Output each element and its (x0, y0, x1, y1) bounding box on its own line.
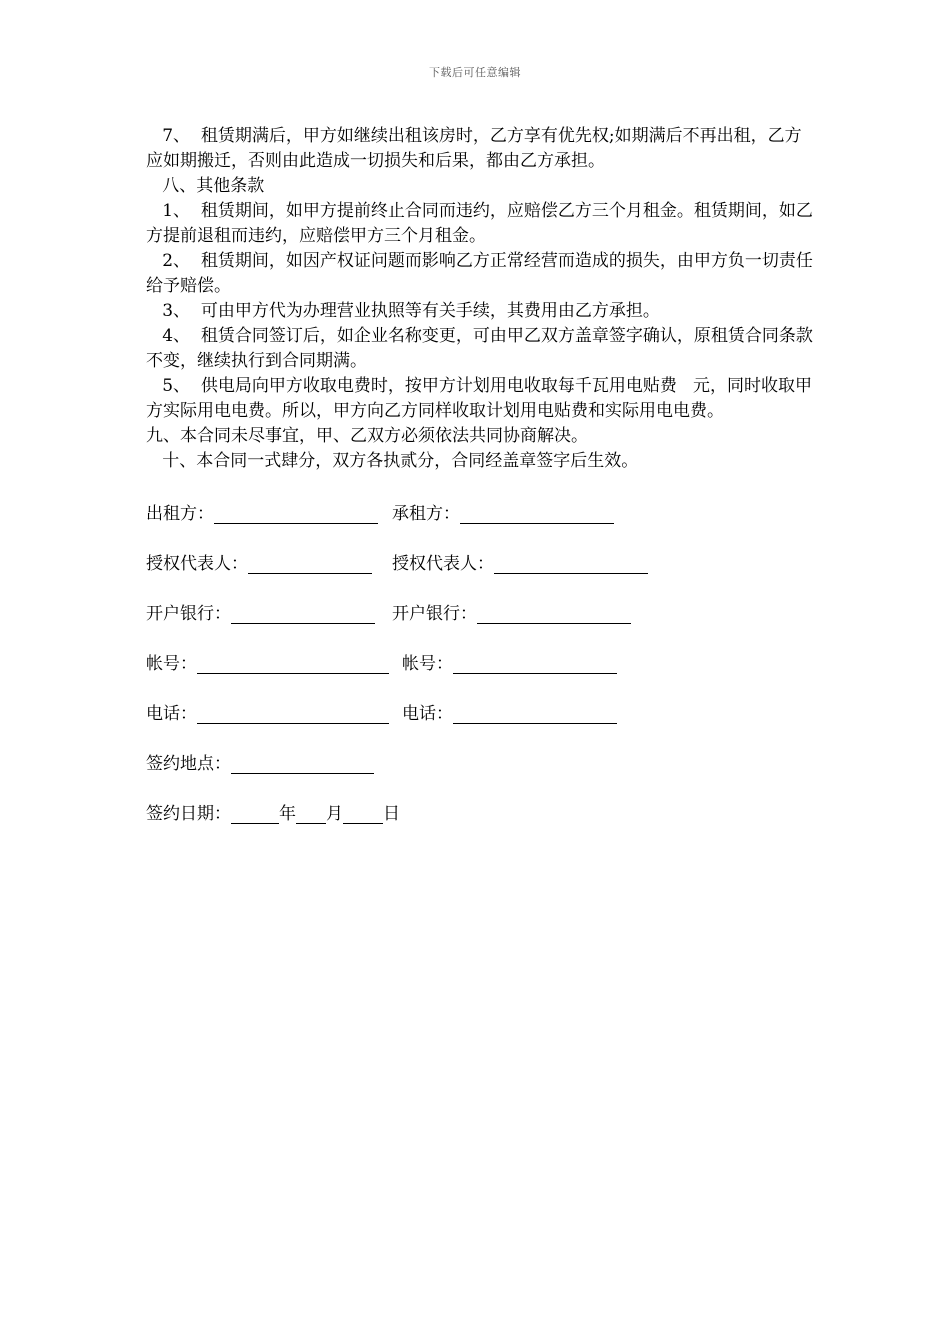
section-10: 十、本合同一式肆分，双方各执贰分，合同经盖章签字后生效。 (146, 451, 639, 471)
clause-7: 7、 租赁期满后，甲方如继续出租该房时，乙方享有优先权;如期满后不再出租，乙方应如期搬迁，否则由此造成一切损失和后果，都由乙方承担。 (146, 126, 802, 171)
date-row (146, 799, 648, 849)
contract-body (146, 124, 816, 474)
lessor-blank[interactable] (214, 503, 378, 524)
bank-label-2: 开户银行： (392, 604, 477, 624)
lessee-blank[interactable] (460, 503, 614, 524)
bank-label-1: 开户银行： (146, 604, 231, 624)
bank-row (146, 599, 648, 649)
representative-row (146, 549, 648, 599)
section-8-heading: 八、其他条款 (146, 176, 265, 196)
clause-8-5: 5、 供电局向甲方收取电费时，按甲方计划用电收取每千瓦用电贴费 元，同时收取甲方实际用电电费。所以，甲方向乙方同样收取计划用电贴费和实际用电电费。 (146, 376, 813, 421)
account-label-2: 帐号： (402, 654, 453, 674)
month-label: 月 (326, 804, 343, 824)
clause-8-3: 3、 可由甲方代为办理营业执照等有关手续，其费用由乙方承担。 (146, 301, 660, 321)
lessee-label: 承租方： (392, 504, 460, 524)
phone-row (146, 699, 648, 749)
place-label: 签约地点： (146, 754, 231, 774)
day-blank[interactable] (343, 803, 383, 824)
phone-blank-2[interactable] (453, 703, 617, 724)
clause-8-2: 2、 租赁期间，如因产权证问题而影响乙方正常经营而造成的损失，由甲方负一切责任给予赔偿。 (146, 251, 813, 296)
section-9: 九、本合同未尽事宜，甲、乙双方必须依法共同协商解决。 (146, 426, 588, 446)
phone-label-2: 电话： (402, 704, 453, 724)
date-label: 签约日期： (146, 804, 231, 824)
phone-blank-1[interactable] (197, 703, 389, 724)
representative-label-1: 授权代表人： (146, 554, 248, 574)
clause-8-4: 4、 租赁合同签订后，如企业名称变更，可由甲乙双方盖章签字确认，原租赁合同条款不变，继续执行到合同期满。 (146, 326, 813, 371)
bank-blank-2[interactable] (477, 603, 631, 624)
account-row (146, 649, 648, 699)
year-blank[interactable] (231, 803, 279, 824)
page-header: 下载后可任意编辑 (429, 66, 521, 79)
phone-label-1: 电话： (146, 704, 197, 724)
day-label: 日 (383, 804, 400, 824)
lessor-label: 出租方： (146, 504, 214, 524)
representative-blank-2[interactable] (494, 553, 648, 574)
month-blank[interactable] (296, 803, 326, 824)
account-blank-1[interactable] (197, 653, 389, 674)
place-blank[interactable] (231, 753, 374, 774)
place-row (146, 749, 648, 799)
signature-block (146, 499, 648, 849)
party-row (146, 499, 648, 549)
year-label: 年 (279, 804, 296, 824)
bank-blank-1[interactable] (231, 603, 375, 624)
representative-blank-1[interactable] (248, 553, 372, 574)
account-blank-2[interactable] (453, 653, 617, 674)
account-label-1: 帐号： (146, 654, 197, 674)
clause-8-1: 1、 租赁期间，如甲方提前终止合同而违约，应赔偿乙方三个月租金。租赁期间，如乙方提前退租而违约，应赔偿甲方三个月租金。 (146, 201, 813, 246)
representative-label-2: 授权代表人： (392, 554, 494, 574)
